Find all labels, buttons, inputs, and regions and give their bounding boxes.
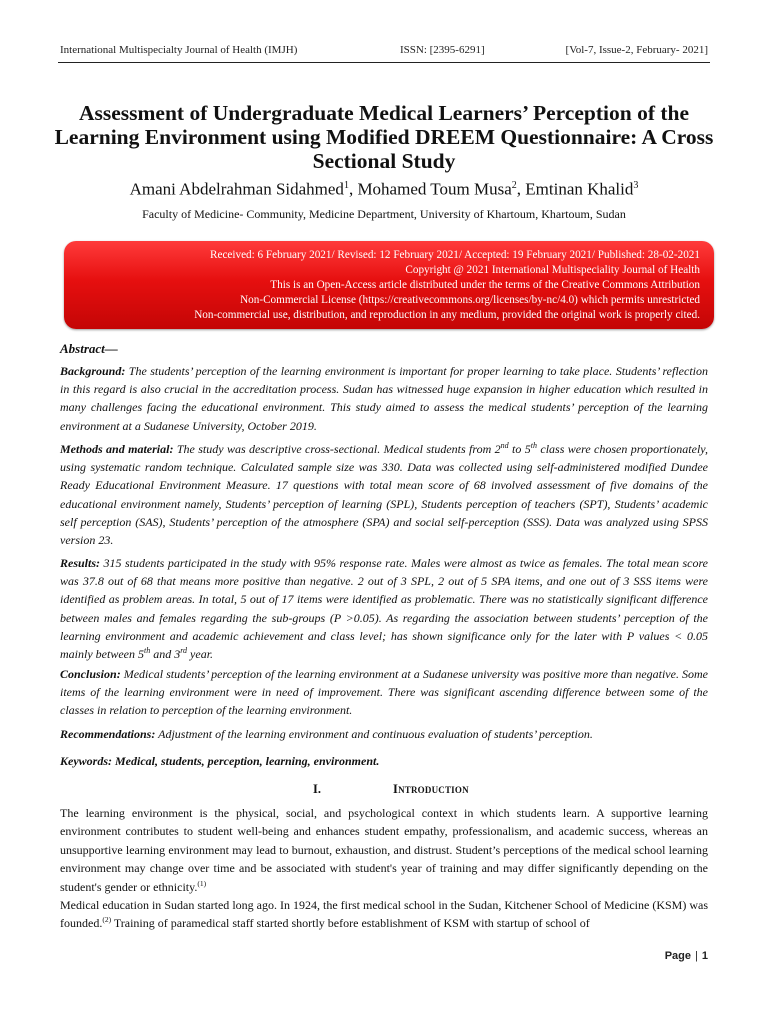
keywords: Keywords: Medical, students, perception, learning, environment. xyxy=(60,754,380,768)
copyright-line: Copyright @ 2021 International Multispeciality Journal of Health xyxy=(405,264,700,276)
publication-info-banner xyxy=(64,241,714,329)
citation-ref: (2) xyxy=(102,915,112,925)
abstract-methods xyxy=(60,440,708,549)
author-list xyxy=(40,175,728,201)
results-text: and 3 xyxy=(150,647,181,662)
methods-text: The study was descriptive cross-sectional. Medical students from 2 xyxy=(173,442,501,456)
abstract-heading: Abstract— xyxy=(60,341,118,356)
page-separator: | xyxy=(695,950,698,962)
ordinal-suffix: rd xyxy=(180,646,188,656)
recommendations-label: Recommendations: xyxy=(60,727,156,741)
running-header xyxy=(60,44,708,60)
ordinal-suffix: th xyxy=(530,441,537,450)
author-name: Amani Abdelrahman Sidahmed xyxy=(129,179,344,199)
methods-label: Methods and material: xyxy=(60,442,174,456)
publication-dates: Received: 6 February 2021/ Revised: 12 February 2021/ Accepted: 19 February 2021/ Published: 28-02-2021 xyxy=(210,249,700,261)
journal-name: International Multispecialty Journal of Health (IMJH) xyxy=(60,44,298,56)
section-title: Introduction xyxy=(393,782,469,796)
ordinal-suffix: th xyxy=(143,646,151,656)
citation-ref: (1) xyxy=(197,878,207,888)
author-name: Emtinan Khalid xyxy=(525,179,634,199)
methods-text: to 5 xyxy=(508,442,531,456)
background-text: The students’ perception of the learning environment is important for proper learning to take place. Students’ reflection in this regard is also crucial in the accreditation process. Sudan has witnessed huge expansion in higher education which resulted in many challenges facing the educational environment. This study aimed to assess the medical students’ perception of the learning environment at a Sudanese University, October 2019. xyxy=(60,364,708,433)
page-label: Page xyxy=(664,950,692,962)
section-number: I. xyxy=(313,782,321,796)
conclusion-label: Conclusion: xyxy=(60,667,121,681)
abstract-recommendations xyxy=(60,725,708,743)
author-affiliation-mark: 2 xyxy=(511,180,517,191)
results-text: 315 students participated in the study with 95% response rate. Males were almost as twice as females. The total mean score was 37.8 out of 68 that means more positive than negative. 2 out of 3 SPL, 2 out of 5 SPA items, and one out of 3 SSS items were identified as problem areas. In total, 5 out of 17 items were identified as problematic. There was no statistically significant difference between males and females regarding the sub-groups (P >0.05). As regarding the association between students’ perception of the learning environment and academic achievement and class level; has shown significance only for the later with P values < 0.05 mainly between 5 xyxy=(60,556,708,662)
intro-text: Training of paramedical staff started shortly before establishment of KSM with startup of school of xyxy=(111,916,590,931)
results-text: year. xyxy=(187,647,214,662)
license-line-3: Non-commercial use, distribution, and reproduction in any medium, provided the original work is properly cited. xyxy=(194,309,700,321)
author-separator: , xyxy=(348,179,358,199)
license-line-2: Non-Commercial License (https://creativecommons.org/licenses/by-nc/4.0) which permits unrestricted xyxy=(240,294,700,306)
author-separator: , xyxy=(516,179,526,199)
ordinal-suffix: nd xyxy=(500,441,509,450)
author-affiliation-mark: 3 xyxy=(633,180,639,191)
issn: ISSN: [2395-6291] xyxy=(400,44,485,56)
volume-issue: [Vol-7, Issue-2, February- 2021] xyxy=(565,44,708,56)
license-line-1: This is an Open-Access article distributed under the terms of the Creative Commons Attribution xyxy=(270,279,700,291)
page-number: 1 xyxy=(701,950,708,962)
results-label: Results: xyxy=(60,556,101,570)
abstract-conclusion xyxy=(60,665,708,720)
author-name: Mohamed Toum Musa xyxy=(357,179,512,199)
conclusion-text: Medical students’ perception of the learning environment at a Sudanese university was positive more than negative. Some items of the learning environment were in need of improvement. There was significant ascending difference between some of the classes in relation to perception of the learning environment. xyxy=(60,667,708,718)
affiliation: Faculty of Medicine- Community, Medicine Department, University of Khartoum, Khartoum, Sudan xyxy=(142,207,626,221)
intro-paragraph-1 xyxy=(60,804,708,896)
paper-title: Assessment of Undergraduate Medical Learners’ Perception of the Learning Environment using Modified DREEM Questionnaire: A Cross Sectional Study xyxy=(54,101,714,173)
methods-text: class were chosen proportionately, using systematic random technique. Calculated sample size was 330. Data was collected using self-administered modified Dundee Ready Educational Environment Measure. 17 questions with total mean score of 68 involved assessment of five domains of the educational environment namely, Students’ perception of learning (SPL), Students perception of teachers (SPT), Students’ academic self perception (SAS), Students’ perception of the atmosphere (SPA) and social self-perception (SSS). Data was analyzed using SPSS version 23. xyxy=(60,442,708,548)
page-footer xyxy=(665,950,708,962)
recommendations-text: Adjustment of the learning environment and continuous evaluation of students’ perception. xyxy=(155,727,593,741)
intro-text: The learning environment is the physical, social, and psychological context in which students learn. A supportive learning environment contributes to student well-being and enhances student empathy, professionalism, and academic success, whereas an unsupportive learning environment may lead to burnout, exhaustion, and distrust. Student’s perceptions of the medical school learning environment may change over time and be associated with student's year of training and may differ significantly depending on the student's gender or ethnicity. xyxy=(60,806,708,894)
intro-paragraph-2 xyxy=(60,896,708,933)
author-affiliation-mark: 1 xyxy=(343,180,349,191)
abstract-background xyxy=(60,362,708,435)
header-rule xyxy=(58,62,710,63)
background-label: Background: xyxy=(60,364,126,378)
abstract-results xyxy=(60,554,708,663)
intro-text: Medical education in Sudan started long ago. In 1924, the first medical school in the Sudan, Kitchener School of Medicine (KSM) was founded. xyxy=(60,898,708,931)
